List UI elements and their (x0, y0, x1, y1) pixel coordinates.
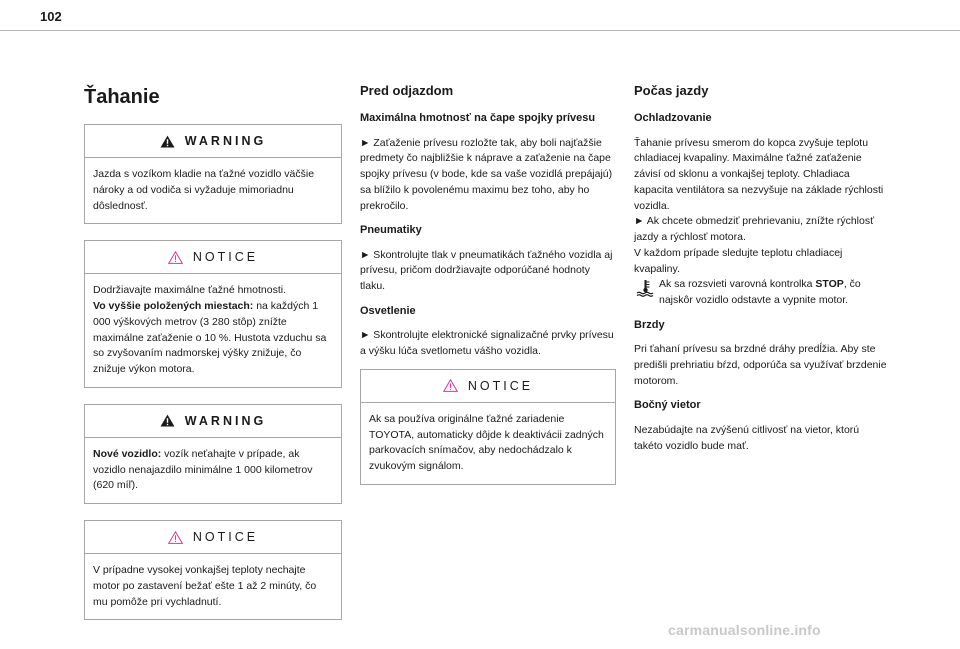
warning-header (93, 125, 333, 157)
top-divider (0, 30, 960, 31)
notice-text: Ak sa používa originálne ťažné zariadenie TOYOTA, automaticky dôjde k deaktivácii zadných parkovacích snímačov, aby nedochádzalo k zvukovým signálom. (369, 412, 604, 473)
warning-label: WARNING (184, 134, 267, 148)
subsection-title-crosswind: Bočný vietor (634, 399, 701, 412)
column-1 (84, 82, 342, 620)
warning-bold-lead: Nové vozidlo: (93, 447, 162, 460)
box-divider (361, 402, 615, 403)
notice-triangle-icon (443, 379, 458, 392)
coolant-warning-text (659, 277, 888, 309)
cooling-text-3: V každom prípade sledujte teplotu chladiacej kvapaliny. (634, 246, 843, 275)
subsection-title-cooling: Ochladzovanie (634, 112, 712, 125)
warning-box-1 (84, 124, 342, 224)
page-title: Ťahanie (84, 86, 160, 108)
stop-label: STOP (815, 278, 844, 291)
warning-triangle-icon (160, 414, 175, 427)
section-title-pocas-jazdy: Počas jazdy (634, 83, 709, 98)
coolant-warning-line (634, 277, 888, 309)
notice-text (93, 283, 333, 378)
cooling-text-2: ► Ak chcete obmedziť prehrievaniu, znížte rýchlosť jazdy a rýchlosť motora. (634, 215, 875, 244)
tyres-text: ► Skontrolujte tlak v pneumatikách ťažného vozidla aj prívesu, pričom dodržiavajte odporúčané hodnoty tlaku. (360, 248, 613, 293)
notice-label: NOTICE (192, 530, 259, 544)
coolant-temperature-icon (636, 279, 655, 297)
notice-text-rest: na každých 1 000 výškových metrov (3 280 stôp) znížte maximálne zaťaženie o 10 %. Hustota vzduchu sa so zvyšovaním nadmorskej výšky znižuje, čo znižuje výkon motora. (93, 300, 327, 375)
notice-header (369, 370, 607, 402)
page-number: 102 (40, 9, 62, 24)
notice-label: NOTICE (467, 378, 534, 393)
notice-header (93, 241, 333, 273)
subsection-title-brakes: Brzdy (634, 318, 665, 331)
notice-triangle-icon (168, 531, 183, 544)
box-divider (85, 437, 341, 438)
column-3 (634, 82, 888, 463)
notice-box-3 (360, 369, 616, 485)
brakes-text: Pri ťahaní prívesu sa brzdné dráhy predĺžia. Aby ste predišli prehriatiu bŕzd, odporúča sa využívať brzdenie motorom. (634, 343, 887, 387)
subsection-title-lighting: Osvetlenie (360, 304, 416, 317)
notice-box-2 (84, 520, 342, 620)
notice-text: V prípadne vysokej vonkajšej teploty nechajte motor po zastavení bežať ešte 1 až 2 minúty, čo mu pomôže pri vychladnutí. (93, 564, 317, 608)
notice-triangle-icon (168, 251, 183, 264)
notice-line-1: Dodržiavajte maximálne ťažné hmotnosti. (93, 284, 287, 297)
subsection-title-tyres: Pneumatiky (360, 224, 422, 237)
warning-text: Jazda s vozíkom kladie na ťažné vozidlo väčšie nároky a od vodiča si vyžaduje mimoriadnu dôslednosť. (93, 168, 315, 212)
warning-label: WARNING (184, 413, 267, 428)
warning-box-2 (84, 404, 342, 504)
box-divider (85, 553, 341, 554)
crosswind-text: Nezabúdajte na zvýšenú citlivosť na vietor, ktorú takéto vozidlo bude mať. (634, 423, 860, 452)
warning-header (93, 405, 333, 437)
warning-text (93, 447, 333, 494)
notice-header (93, 521, 333, 553)
box-divider (85, 273, 341, 274)
warning-text-rest: vozík neťahajte v prípade, ak vozidlo nenajazdilo minimálne 1 000 kilometrov (620 míľ). (93, 447, 313, 492)
coolant-text-pre: Ak sa rozsvieti varovná kontrolka (659, 278, 816, 291)
notice-bold-lead: Vo vyššie položených miestach: (93, 300, 254, 312)
notice-box-1 (84, 240, 342, 388)
cooling-text-1: Ťahanie prívesu smerom do kopca zvyšuje teplotu chladiacej kvapaliny. Maximálne ťažné zaťaženie závisí od sklonu a vonkajšej teploty. Chladiaca kapacita ventilátora sa nezvyšuje na základe rýchlosti vozidla. (634, 136, 884, 212)
notice-label: NOTICE (192, 250, 259, 265)
hitch-weight-text: ► Zaťaženie prívesu rozložte tak, aby boli najťažšie predmety čo najbližšie k náprave a zaťaženie na čape spojky prívesu (v bode, kde sa vaše vozidlá prepájajú) sa blížilo k povolenému maximu bez toho, aby ho prekročilo. (360, 136, 613, 212)
lighting-text: ► Skontrolujte elektronické signalizačné prvky prívesu a výšku lúča svetlometu vášho vozidla. (360, 329, 614, 358)
column-2 (360, 82, 616, 485)
subsection-title-hitch-weight: Maximálna hmotnosť na čape spojky prívesu (360, 112, 596, 125)
coolant-text-post: , čo najskôr vozidlo odstavte a vypnite motor. (659, 278, 861, 307)
box-divider (85, 157, 341, 158)
watermark: carmanualsonline.info (668, 622, 821, 638)
warning-triangle-icon (160, 135, 175, 148)
section-title-pred-odjazdom: Pred odjazdom (360, 83, 454, 98)
